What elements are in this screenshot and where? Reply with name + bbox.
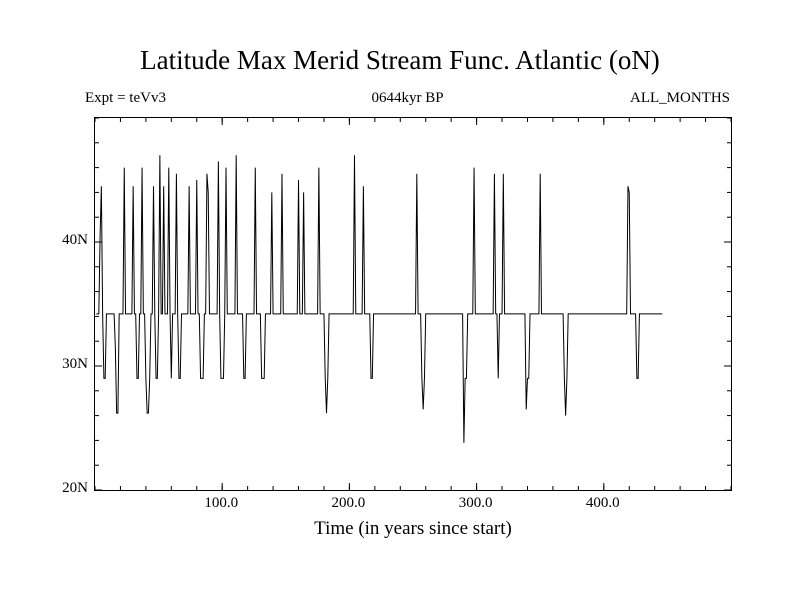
y-tick-label: 40N <box>62 232 88 248</box>
x-tick-label: 400.0 <box>585 495 620 511</box>
x-tick-label: 200.0 <box>331 495 366 511</box>
y-tick-label: 20N <box>62 480 88 496</box>
experiment-label: Expt = teVv3 <box>85 90 166 106</box>
plot-area <box>94 117 732 491</box>
period-label: 0644kyr BP <box>371 90 444 106</box>
y-tick-label: 30N <box>62 356 88 372</box>
series-line-latitude-max-moc <box>95 118 731 490</box>
x-axis-labels <box>94 495 732 515</box>
x-axis-title: Time (in years since start) <box>314 518 512 539</box>
x-tick-label: 300.0 <box>458 495 493 511</box>
x-tick-label: 100.0 <box>204 495 239 511</box>
subtitle-row <box>85 90 730 110</box>
page-title: Latitude Max Merid Stream Func. Atlantic (oN) <box>140 45 660 75</box>
months-label: ALL_MONTHS <box>630 90 730 106</box>
y-axis-labels <box>40 117 88 496</box>
